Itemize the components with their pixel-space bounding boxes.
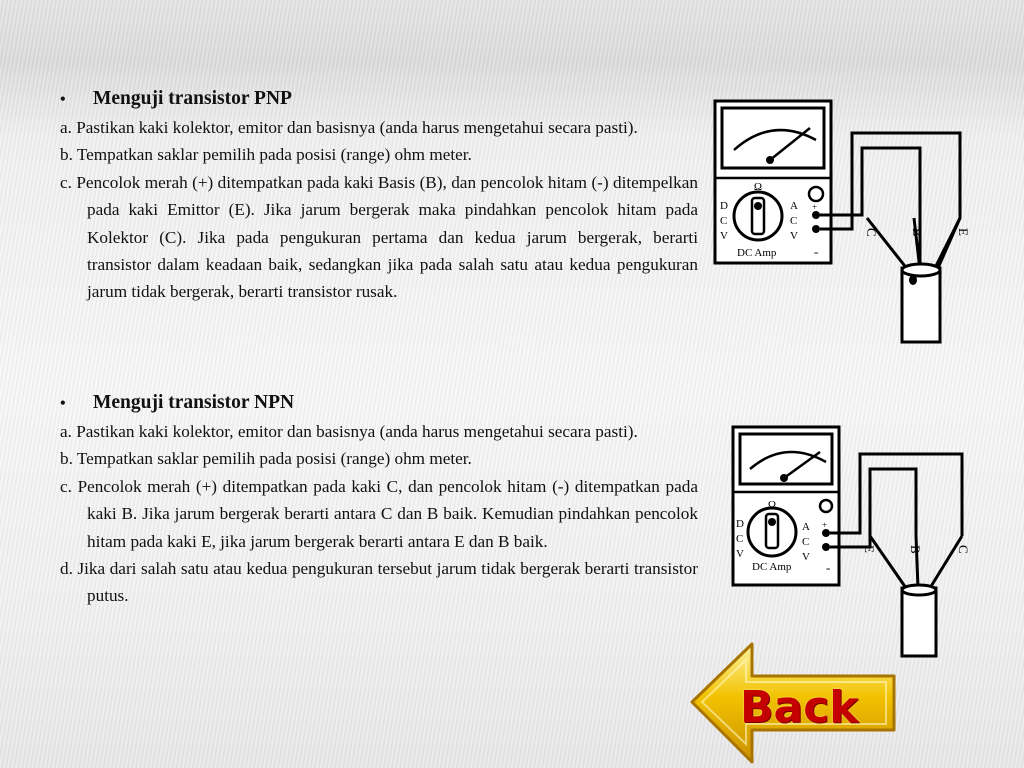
- terminal-top: [820, 500, 832, 512]
- dcv-label-c: C: [736, 533, 744, 545]
- pnp-multimeter-diagram: [712, 98, 982, 348]
- leg-label-b: B: [908, 545, 923, 554]
- npn-multimeter-diagram: [730, 424, 1000, 664]
- bullet: •: [60, 91, 66, 108]
- acv-label-c: C: [802, 536, 810, 548]
- npn-step-b: b. Tempatkan saklar pemilih pada posisi (range) ohm meter.: [60, 449, 472, 469]
- pnp-section: [60, 84, 698, 306]
- needle-pivot: [766, 156, 774, 164]
- acv-label-v: V: [802, 551, 810, 563]
- dcv-label-d: D: [736, 518, 744, 530]
- npn-step-c: c. Pencolok merah (+) ditempatkan pada kaki C, dan pencolok hitam (-) ditempatkan pada kaki B. Jika jarum bergerak berarti antara C dan B baik. Kemudian pindahkan pencolok hitam pada kaki E, jika jarum bergerak berarti antara E dan B baik.: [60, 476, 698, 551]
- probe-wire-black: [830, 469, 916, 547]
- acv-label-a: A: [802, 521, 810, 533]
- back-arrow-icon: [692, 644, 894, 762]
- probe-wire-red: [820, 148, 920, 278]
- terminal-plus: [812, 211, 820, 219]
- leg-label-e: E: [956, 228, 971, 236]
- ohm-label: Ω: [767, 499, 777, 511]
- terminal-minus: [812, 225, 820, 233]
- pnp-step-c: c. Pencolok merah (+) ditempatkan pada kaki Basis (B), dan pencolok hitam (-) ditempelkan pada kaki Emittor (E). Jika jarum bergerak maka pindahkan pencolok hitam pada Kolektor (C). Jika pada pengukuran pertama dan kedua jarum bergerak, berarti transistor dalam keadaan baik, sedangkan jika pada salah satu atau kedua pengukuran jarum tidak bergerak, berarti transistor rusak.: [60, 172, 698, 302]
- dcv-label-c: C: [720, 215, 728, 227]
- transistor-body: [902, 268, 940, 342]
- dcv-label-v: V: [720, 230, 728, 242]
- dcv-label-v: V: [736, 548, 744, 560]
- minus-sign: -: [814, 244, 819, 259]
- terminal-minus: [822, 543, 830, 551]
- acv-label-v: V: [790, 230, 798, 242]
- leg-label-c: C: [864, 228, 879, 237]
- pnp-step-a: a. Pastikan kaki kolektor, emitor dan basisnya (anda harus mengetahui secara pasti).: [60, 118, 638, 137]
- back-button-label: Back: [740, 682, 859, 733]
- terminal-top: [809, 187, 823, 201]
- dc-amp-label: DC Amp: [752, 561, 792, 573]
- probe-wire-red: [830, 454, 962, 536]
- needle-pivot: [780, 474, 788, 482]
- acv-label-c: C: [790, 215, 798, 227]
- plus-sign: +: [812, 202, 818, 212]
- npn-step-a: a. Pastikan kaki kolektor, emitor dan basisnya (anda harus mengetahui secara pasti).: [60, 422, 638, 441]
- leg-label-c: C: [956, 545, 971, 554]
- npn-heading: [60, 388, 698, 418]
- terminal-plus: [822, 529, 830, 537]
- back-button[interactable]: [688, 640, 898, 766]
- ohm-label: Ω: [753, 181, 763, 193]
- transistor-body: [902, 588, 936, 656]
- leg-label-b: B: [910, 228, 925, 237]
- npn-section: [60, 388, 698, 610]
- minus-sign: -: [826, 560, 831, 575]
- pnp-step-b: b. Tempatkan saklar pemilih pada posisi (range) ohm meter.: [60, 145, 472, 165]
- bullet: •: [60, 395, 66, 412]
- npn-heading-text: Menguji transistor NPN: [93, 392, 295, 413]
- plus-sign: +: [822, 520, 828, 530]
- pnp-heading-text: Menguji transistor PNP: [93, 88, 292, 109]
- acv-label-a: A: [790, 200, 798, 212]
- dcv-label-d: D: [720, 200, 728, 212]
- pnp-heading: [60, 84, 698, 114]
- leg-label-e: E: [862, 545, 877, 553]
- npn-step-d: d. Jika dari salah satu atau kedua pengukuran tersebut jarum tidak bergerak berarti transistor putus.: [60, 559, 698, 606]
- dc-amp-label: DC Amp: [737, 247, 777, 259]
